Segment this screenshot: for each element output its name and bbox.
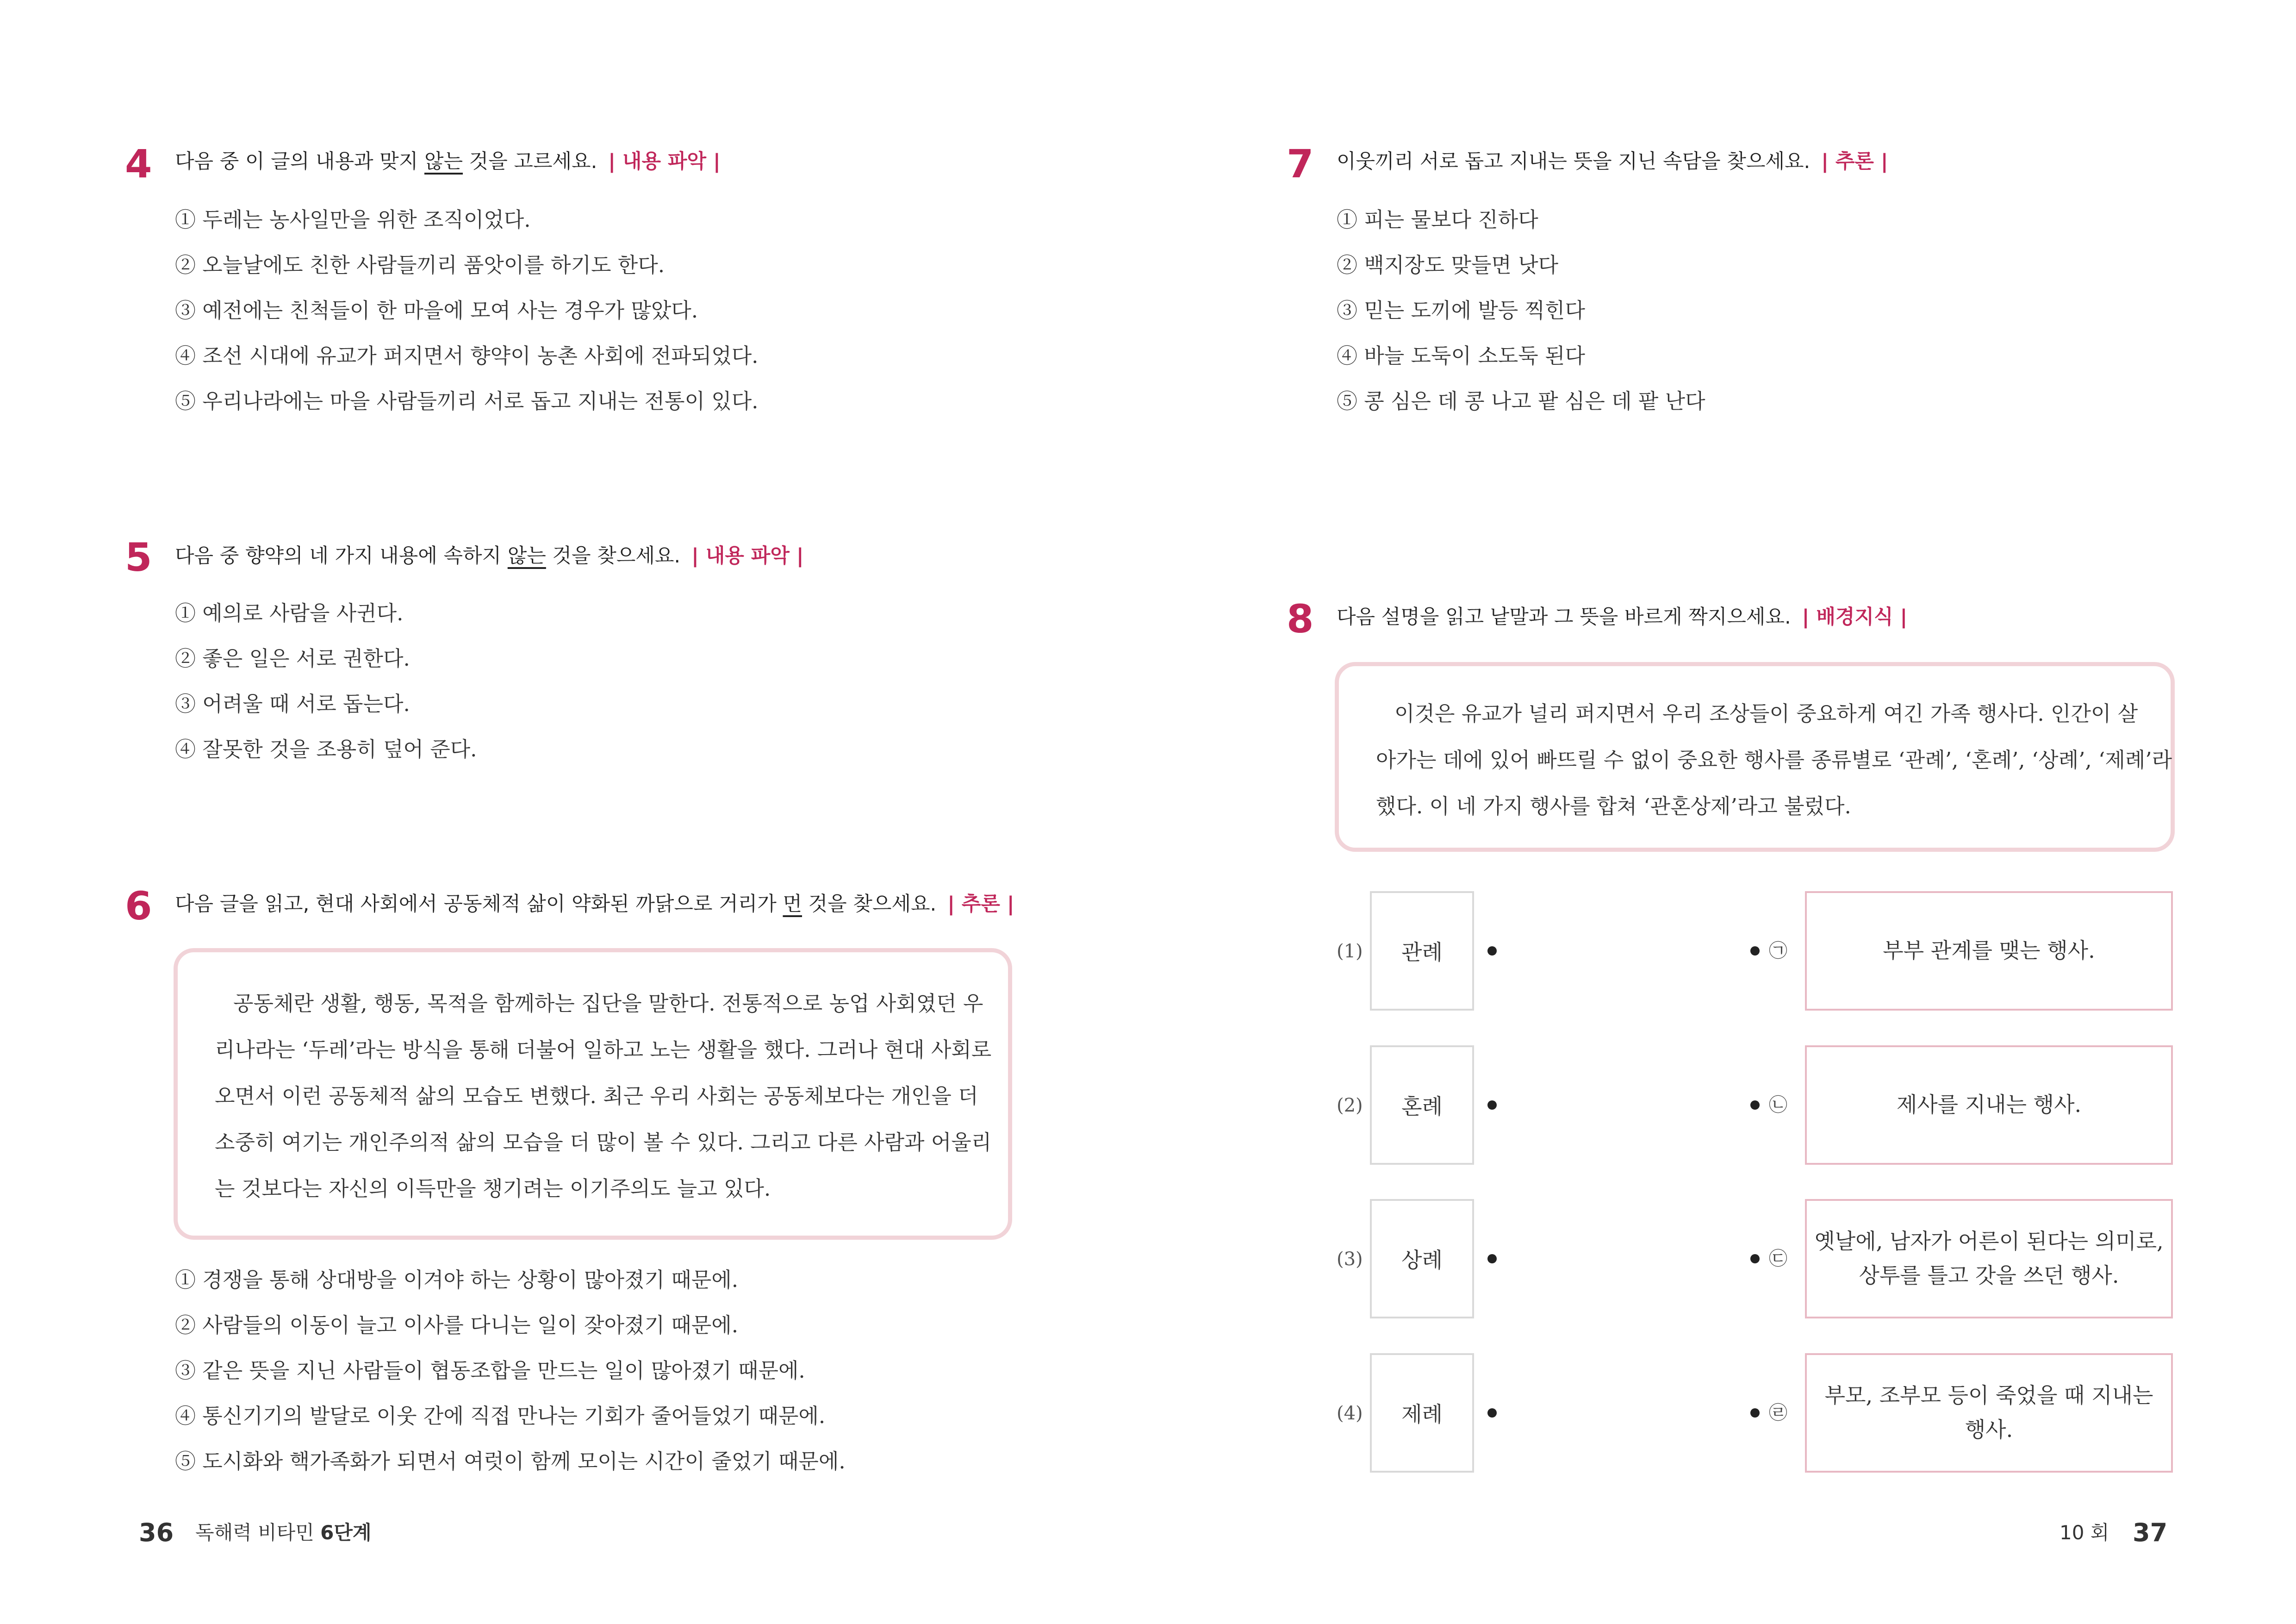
word-cell: 관례 (1370, 891, 1474, 1011)
passage-box (1335, 662, 2175, 852)
option-3[interactable]: ③ 어려울 때 서로 돕는다. (175, 692, 410, 716)
option-2[interactable]: ② 좋은 일은 서로 권한다. (175, 646, 410, 671)
passage-line: 오면서 이런 공동체적 삶의 모습도 변했다. 최근 우리 사회는 공동체보다는 개인을 더 (215, 1084, 978, 1108)
left-connector-dot[interactable] (1487, 1254, 1497, 1263)
meaning-line: 제사를 지내는 행사. (1896, 1092, 2082, 1118)
question-prompt (1337, 152, 1888, 172)
passage-box (174, 948, 1012, 1240)
question-number: 4 (125, 141, 152, 187)
book-title (195, 1523, 372, 1543)
question-number: 6 (125, 883, 152, 929)
item-number: (2) (1337, 1095, 1363, 1116)
question-tag: | 내용 파악 | (608, 150, 721, 173)
right-connector-dot[interactable] (1750, 1254, 1760, 1263)
question-prompt (175, 152, 721, 172)
passage-line: 공동체란 생활, 행동, 목적을 함께하는 집단을 말한다. 전통적으로 농업 사회였던 우 (233, 991, 983, 1016)
left-page-number: 36 (139, 1518, 174, 1547)
book-title-text: 독해력 비타민 (195, 1521, 321, 1544)
question-prompt (175, 894, 1014, 914)
prompt-text: 다음 글을 읽고, 현대 사회에서 공동체적 삶이 약화된 까닭으로 거리가 (175, 893, 783, 916)
passage-line: 소중히 여기는 개인주의적 삶의 모습을 더 많이 볼 수 있다. 그리고 다른 사람과 어울리 (215, 1130, 992, 1155)
option-1[interactable]: ① 피는 물보다 진하다 (1337, 207, 1538, 232)
passage-line: 이것은 유교가 널리 퍼지면서 우리 조상들이 중요하게 여긴 가족 행사다. 인간이 살 (1394, 701, 2138, 726)
right-connector-dot[interactable] (1750, 1100, 1760, 1110)
meaning-cell (1805, 1045, 2173, 1165)
option-3[interactable]: ③ 믿는 도끼에 발등 찍힌다 (1337, 298, 1585, 323)
option-3[interactable]: ③ 같은 뜻을 지닌 사람들이 협동조합을 만드는 일이 많아졌기 때문에. (175, 1358, 805, 1383)
choice-mark: ㉢ (1769, 1248, 1787, 1269)
left-connector-dot[interactable] (1487, 1408, 1497, 1418)
right-connector-dot[interactable] (1750, 1408, 1760, 1418)
left-connector-dot[interactable] (1487, 946, 1497, 956)
right-page-number: 37 (2133, 1518, 2168, 1547)
option-2[interactable]: ② 사람들의 이동이 늘고 이사를 다니는 일이 잦아졌기 때문에. (175, 1313, 739, 1337)
passage-line: 리나라는 ‘두레’라는 방식을 통해 더불어 일하고 노는 생활을 했다. 그러나 현대 사회로 (215, 1037, 992, 1062)
prompt-text: 다음 중 이 글의 내용과 맞지 (175, 150, 424, 173)
prompt-text: 이웃끼리 서로 돕고 지내는 뜻을 지닌 속담을 찾으세요. (1337, 150, 1811, 173)
passage-line: 아가는 데에 있어 빠뜨릴 수 없이 중요한 행사를 종류별로 ‘관례’, ‘혼례’, ‘상례’, ‘제례’라 (1376, 748, 2172, 772)
prompt-underlined: 먼 (783, 893, 802, 916)
question-tag: | 추론 | (947, 893, 1014, 916)
left-connector-dot[interactable] (1487, 1100, 1497, 1110)
prompt-text: 것을 고르세요. (463, 150, 597, 173)
option-4[interactable]: ④ 바늘 도둑이 소도둑 된다 (1337, 344, 1585, 368)
meaning-cell (1805, 1353, 2173, 1473)
option-3[interactable]: ③ 예전에는 친척들이 한 마을에 모여 사는 경우가 많았다. (175, 298, 698, 323)
word-cell: 제례 (1370, 1353, 1474, 1473)
question-tag: | 내용 파악 | (691, 544, 804, 568)
item-number: (3) (1337, 1249, 1363, 1270)
option-1[interactable]: ① 경쟁을 통해 상대방을 이겨야 하는 상황이 많아졌기 때문에. (175, 1268, 739, 1292)
prompt-text: 다음 중 향약의 네 가지 내용에 속하지 (175, 544, 508, 568)
option-4[interactable]: ④ 통신기기의 발달로 이웃 간에 직접 만나는 기회가 줄어들었기 때문에. (175, 1404, 826, 1428)
question-tag: | 배경지식 | (1802, 606, 1908, 629)
question-tag: | 추론 | (1821, 150, 1888, 173)
option-5[interactable]: ⑤ 우리나라에는 마을 사람들끼리 서로 돕고 지내는 전통이 있다. (175, 389, 759, 413)
prompt-text: 것을 찾으세요. (802, 893, 937, 916)
right-connector-dot[interactable] (1750, 946, 1760, 956)
choice-mark: ㉣ (1769, 1402, 1787, 1424)
passage-line: 했다. 이 네 가지 행사를 합쳐 ‘관혼상제’라고 불렀다. (1376, 794, 1851, 818)
question-prompt (1337, 607, 1907, 627)
question-number: 8 (1287, 596, 1314, 642)
passage-line: 는 것보다는 자신의 이득만을 챙기려는 이기주의도 늘고 있다. (215, 1176, 771, 1201)
meaning-line: 옛날에, 남자가 어른이 된다는 의미로, (1814, 1229, 2164, 1254)
meaning-line: 행사. (1965, 1417, 2013, 1442)
option-5[interactable]: ⑤ 도시화와 핵가족화가 되면서 여럿이 함께 모이는 시간이 줄었기 때문에. (175, 1449, 846, 1474)
meaning-line: 상투를 틀고 갓을 쓰던 행사. (1859, 1263, 2119, 1288)
option-1[interactable]: ① 예의로 사람을 사귄다. (175, 601, 404, 625)
meaning-cell (1805, 891, 2173, 1011)
word-cell: 혼례 (1370, 1045, 1474, 1165)
prompt-text: 것을 찾으세요. (546, 544, 681, 568)
option-2[interactable]: ② 오늘날에도 친한 사람들끼리 품앗이를 하기도 한다. (175, 253, 665, 277)
meaning-line: 부모, 조부모 등이 죽었을 때 지내는 (1824, 1383, 2153, 1408)
word-cell: 상례 (1370, 1199, 1474, 1318)
prompt-underlined: 않는 (507, 544, 546, 568)
option-5[interactable]: ⑤ 콩 심은 데 콩 나고 팥 심은 데 팥 난다 (1337, 389, 1705, 413)
book-level: 6단계 (320, 1521, 372, 1544)
meaning-line: 부부 관계를 맺는 행사. (1883, 938, 2095, 963)
option-4[interactable]: ④ 조선 시대에 유교가 퍼지면서 향약이 농촌 사회에 전파되었다. (175, 344, 759, 368)
question-number: 7 (1287, 141, 1314, 187)
choice-mark: ㉠ (1769, 940, 1787, 962)
question-number: 5 (125, 535, 152, 580)
meaning-cell (1805, 1199, 2173, 1318)
prompt-underlined: 않는 (424, 150, 463, 173)
item-number: (1) (1337, 941, 1363, 962)
prompt-text: 다음 설명을 읽고 낱말과 그 뜻을 바르게 짝지으세요. (1337, 606, 1791, 629)
item-number: (4) (1337, 1403, 1363, 1424)
choice-mark: ㉡ (1769, 1094, 1787, 1116)
question-prompt (175, 546, 804, 566)
option-2[interactable]: ② 백지장도 맞들면 낫다 (1337, 253, 1559, 277)
session-label: 10 회 (2060, 1521, 2109, 1544)
option-4[interactable]: ④ 잘못한 것을 조용히 덮어 준다. (175, 737, 477, 762)
option-1[interactable]: ① 두레는 농사일만을 위한 조직이었다. (175, 207, 531, 232)
